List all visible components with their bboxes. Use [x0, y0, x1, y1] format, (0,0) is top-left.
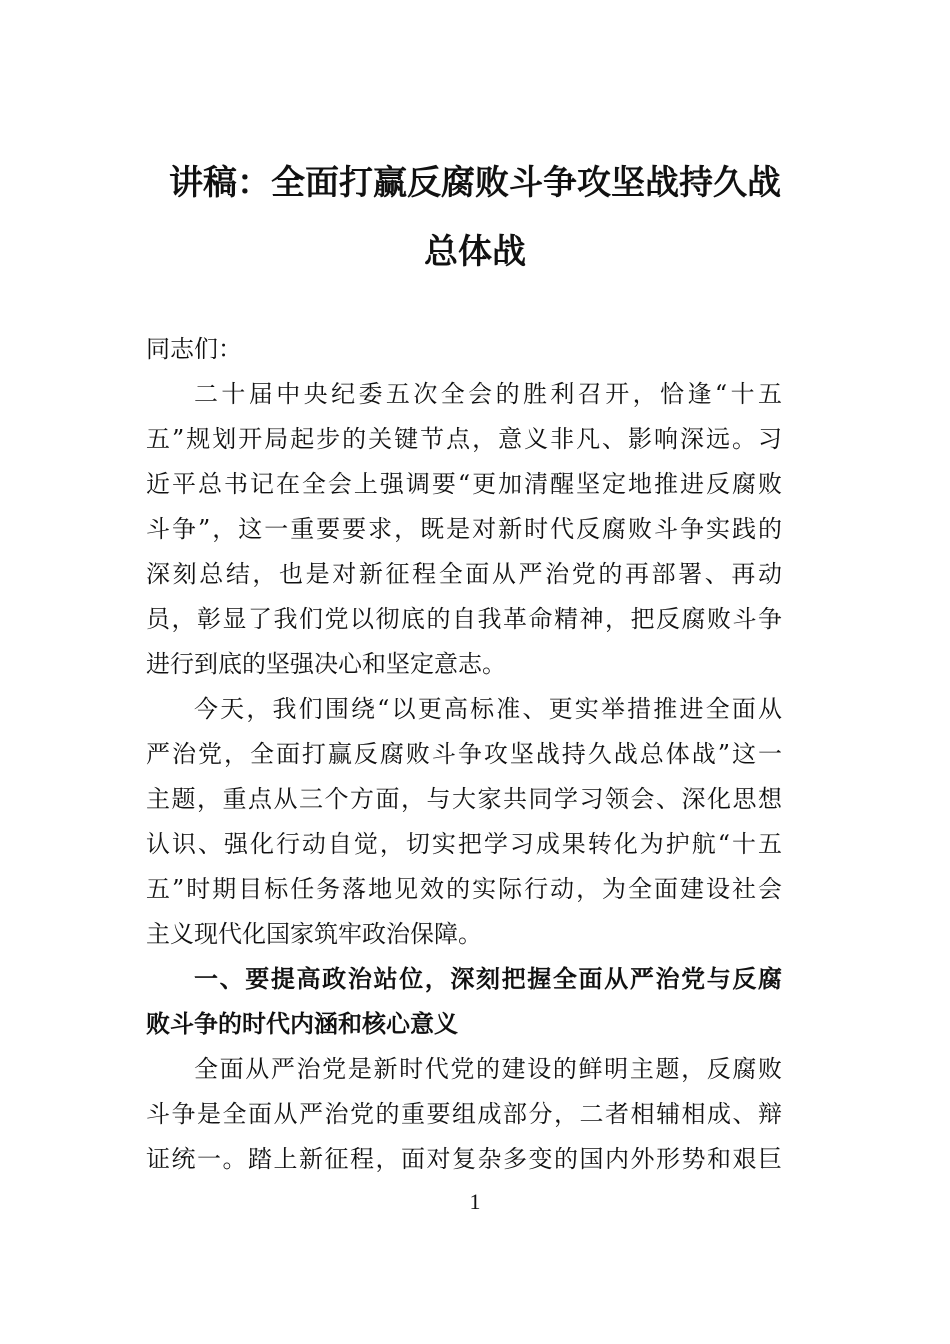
document-title-line-1: 讲稿：全面打赢反腐败斗争攻坚战持久战 — [169, 163, 781, 203]
section-1-heading-line-1: 一、要提高政治站位，深刻把握全面从严治党与反腐 — [194, 965, 782, 993]
paragraph-1-line-7: 进行到底的坚强决心和坚定意志。 — [146, 650, 506, 678]
salutation: 同志们： — [146, 335, 242, 363]
paragraph-2-line-3: 主题，重点从三个方面，与大家共同学习领会、深化思想 — [146, 785, 782, 813]
paragraph-3-line-1: 全面从严治党是新时代党的建设的鲜明主题，反腐败 — [194, 1055, 782, 1083]
paragraph-3-line-2: 斗争是全面从严治党的重要组成部分，二者相辅相成、辩 — [146, 1100, 782, 1128]
paragraph-1-line-3: 近平总书记在全会上强调要“更加清醒坚定地推进反腐败 — [146, 470, 782, 498]
paragraph-2-line-2: 严治党，全面打赢反腐败斗争攻坚战持久战总体战”这一 — [146, 740, 782, 768]
paragraph-1-line-6: 员，彰显了我们党以彻底的自我革命精神，把反腐败斗争 — [146, 605, 782, 633]
paragraph-2-line-4: 认识、强化行动自觉，切实把学习成果转化为护航“十五 — [146, 830, 782, 858]
paragraph-2-line-6: 主义现代化国家筑牢政治保障。 — [146, 920, 482, 948]
paragraph-1-line-5: 深刻总结，也是对新征程全面从严治党的再部署、再动 — [146, 560, 782, 588]
section-1-heading-line-2: 败斗争的时代内涵和核心意义 — [146, 1010, 458, 1038]
paragraph-1-line-1: 二十届中央纪委五次全会的胜利召开，恰逢“十五 — [194, 380, 782, 408]
paragraph-3-line-3: 证统一。踏上新征程，面对复杂多变的国内外形势和艰巨 — [146, 1145, 782, 1173]
paragraph-2-line-1: 今天，我们围绕“以更高标准、更实举措推进全面从 — [194, 695, 782, 723]
document-title-line-2: 总体战 — [424, 232, 526, 272]
paragraph-1-line-4: 斗争”，这一重要要求，既是对新时代反腐败斗争实践的 — [146, 515, 782, 543]
paragraph-2-line-5: 五”时期目标任务落地见效的实际行动，为全面建设社会 — [146, 875, 782, 903]
paragraph-1-line-2: 五”规划开局起步的关键节点，意义非凡、影响深远。习 — [146, 425, 782, 453]
page-number: 1 — [469, 1189, 481, 1214]
